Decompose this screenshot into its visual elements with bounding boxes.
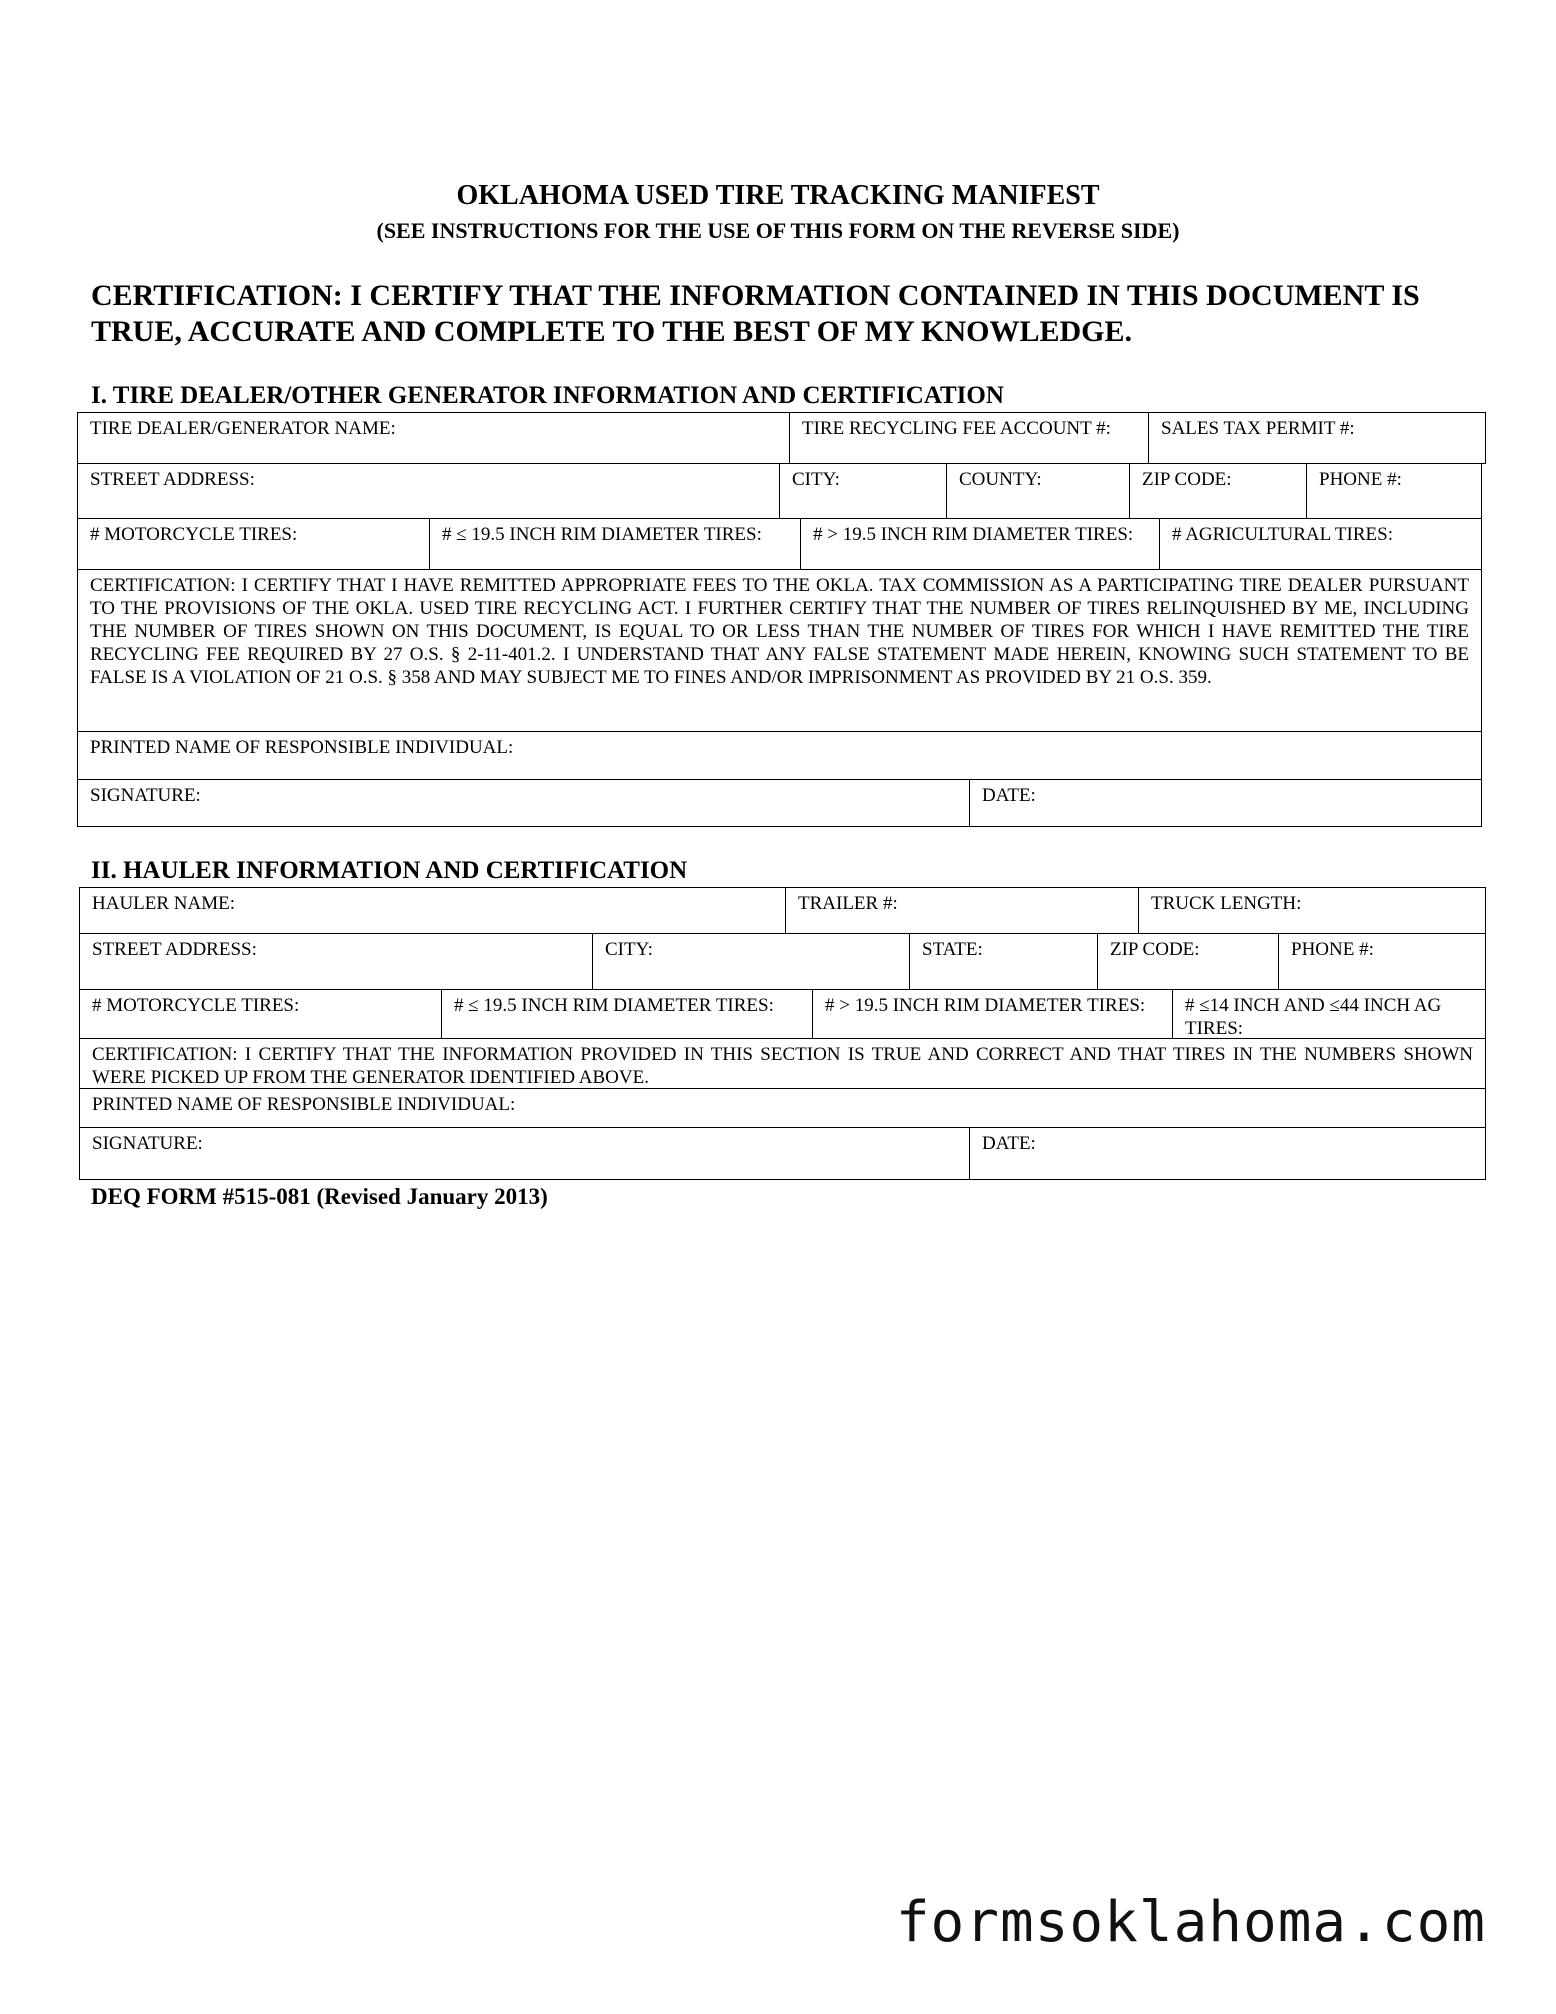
sales-tax-field[interactable]: SALES TAX PERMIT #:: [1148, 412, 1486, 464]
hauler-state-field[interactable]: STATE:: [909, 933, 1098, 990]
hauler-printed-name-field[interactable]: PRINTED NAME OF RESPONSIBLE INDIVIDUAL:: [79, 1088, 1486, 1128]
hauler-city-field[interactable]: CITY:: [592, 933, 910, 990]
dealer-name-field[interactable]: TIRE DEALER/GENERATOR NAME:: [77, 412, 790, 464]
hauler-phone-field[interactable]: PHONE #:: [1278, 933, 1486, 990]
hauler-street-field[interactable]: STREET ADDRESS:: [79, 933, 593, 990]
dealer-small-rim-tires-field[interactable]: # ≤ 19.5 INCH RIM DIAMETER TIRES:: [429, 518, 801, 570]
dealer-large-rim-tires-field[interactable]: # > 19.5 INCH RIM DIAMETER TIRES:: [800, 518, 1160, 570]
section2-heading: II. HAULER INFORMATION AND CERTIFICATION: [91, 857, 688, 884]
dealer-zip-field[interactable]: ZIP CODE:: [1129, 463, 1307, 519]
hauler-date-field[interactable]: DATE:: [969, 1127, 1486, 1180]
section1-heading: I. TIRE DEALER/OTHER GENERATOR INFORMATION AND CERTIFICATION: [91, 382, 1004, 409]
hauler-zip-field[interactable]: ZIP CODE:: [1097, 933, 1279, 990]
watermark: formsoklahoma.com: [895, 1890, 1486, 1955]
form-subtitle: (SEE INSTRUCTIONS FOR THE USE OF THIS FORM ON THE REVERSE SIDE): [376, 218, 1180, 243]
certification-heading: CERTIFICATION: I CERTIFY THAT THE INFORMATION CONTAINED IN THIS DOCUMENT IS TRUE, ACCURATE AND COMPLETE TO THE BEST OF MY KNOWLEDGE.: [91, 279, 1420, 348]
dealer-city-field[interactable]: CITY:: [779, 463, 947, 519]
fee-account-field[interactable]: TIRE RECYCLING FEE ACCOUNT #:: [789, 412, 1149, 464]
hauler-name-field[interactable]: HAULER NAME:: [79, 887, 786, 934]
trailer-field[interactable]: TRAILER #:: [785, 887, 1139, 934]
dealer-street-field[interactable]: STREET ADDRESS:: [77, 463, 780, 519]
hauler-signature-field[interactable]: SIGNATURE:: [79, 1127, 970, 1180]
hauler-large-rim-tires-field[interactable]: # > 19.5 INCH RIM DIAMETER TIRES:: [812, 989, 1173, 1039]
form-title: OKLAHOMA USED TIRE TRACKING MANIFEST: [456, 180, 1100, 211]
hauler-small-rim-tires-field[interactable]: # ≤ 19.5 INCH RIM DIAMETER TIRES:: [441, 989, 813, 1039]
dealer-phone-field[interactable]: PHONE #:: [1306, 463, 1482, 519]
dealer-certification-text: CERTIFICATION: I CERTIFY THAT I HAVE REMITTED APPROPRIATE FEES TO THE OKLA. TAX COMMISSION AS A PARTICIPATING TIRE DEALER PURSUANT TO THE PROVISIONS OF THE OKLA. USED TIRE RECYCLING ACT. I FURTHER CERTIFY THAT THE NUMBER OF TIRES RELINQUISHED BY ME, INCLUDING THE NUMBER OF TIRES SHOWN ON THIS DOCUMENT, IS EQUAL TO OR LESS THAN THE NUMBER OF TIRES FOR WHICH I HAVE REMITTED THE TIRE RECYCLING FEE REQUIRED BY 27 O.S. § 2-11-401.2. I UNDERSTAND THAT ANY FALSE STATEMENT MADE HEREIN, KNOWING SUCH STATEMENT TO BE FALSE IS A VIOLATION OF 21 O.S. § 358 AND MAY SUBJECT ME TO FINES AND/OR IMPRISONMENT AS PROVIDED BY 21 O.S. 359.: [77, 569, 1482, 732]
dealer-date-field[interactable]: DATE:: [969, 779, 1482, 827]
dealer-motorcycle-tires-field[interactable]: # MOTORCYCLE TIRES:: [77, 518, 430, 570]
dealer-printed-name-field[interactable]: PRINTED NAME OF RESPONSIBLE INDIVIDUAL:: [77, 731, 1482, 780]
dealer-signature-field[interactable]: SIGNATURE:: [77, 779, 970, 827]
hauler-certification-text: CERTIFICATION: I CERTIFY THAT THE INFORMATION PROVIDED IN THIS SECTION IS TRUE AND CORRECT AND THAT TIRES IN THE NUMBERS SHOWN WERE PICKED UP FROM THE GENERATOR IDENTIFIED ABOVE.: [79, 1038, 1486, 1089]
hauler-ag-tires-field[interactable]: # ≤14 INCH AND ≤44 INCH AG TIRES:: [1172, 989, 1486, 1039]
form-number: DEQ FORM #515-081 (Revised January 2013): [91, 1184, 548, 1209]
dealer-agricultural-tires-field[interactable]: # AGRICULTURAL TIRES:: [1159, 518, 1482, 570]
dealer-county-field[interactable]: COUNTY:: [946, 463, 1130, 519]
hauler-motorcycle-tires-field[interactable]: # MOTORCYCLE TIRES:: [79, 989, 442, 1039]
truck-length-field[interactable]: TRUCK LENGTH:: [1138, 887, 1486, 934]
